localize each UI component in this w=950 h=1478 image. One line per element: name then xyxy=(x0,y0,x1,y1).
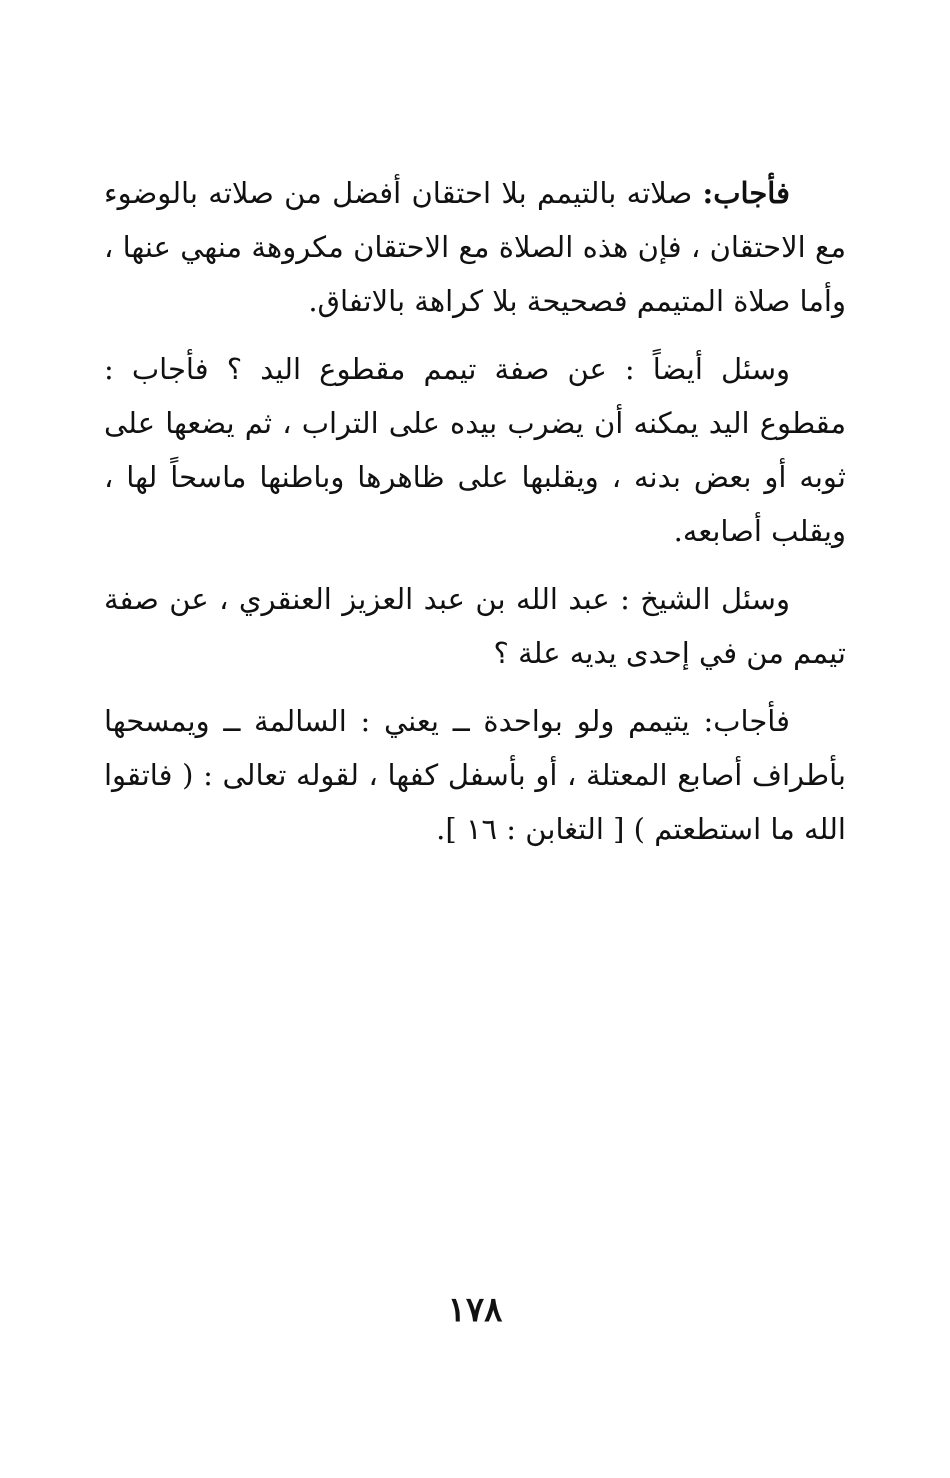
page-number: ١٧٨ xyxy=(447,1290,503,1330)
page-body xyxy=(104,166,846,856)
paragraph-answer-1 xyxy=(104,166,846,328)
paragraph-question-2 xyxy=(104,342,846,558)
paragraph-text: فأجاب: يتيمم ولو بواحدة ــ يعني : السالمة ــ ويمسحها بأطراف أصابع المعتلة ، أو بأسفل كفها ، لقوله تعالى : ( فاتقوا الله ما استطعتم ) [ التغابن : ١٦ ]. xyxy=(104,704,846,846)
answer-lead: فأجاب: xyxy=(702,176,790,210)
paragraph-text: وسئل الشيخ : عبد الله بن عبد العزيز العنقري ، عن صفة تيمم من في إحدى يديه علة ؟ xyxy=(104,582,846,670)
paragraph-text: وسئل أيضاً : عن صفة تيمم مقطوع اليد ؟ فأجاب : مقطوع اليد يمكنه أن يضرب بيده على التراب ، ثم يضعها على ثوبه أو بعض بدنه ، ويقلبها على ظاهرها وباطنها ماسحاً لها ، ويقلب أصابعه. xyxy=(104,352,846,548)
paragraph-text: صلاته بالتيمم بلا احتقان أفضل من صلاته بالوضوء مع الاحتقان ، فإن هذه الصلاة مع الاحتقان مكروهة منهي عنها ، وأما صلاة المتيمم فصحيحة بلا كراهة بالاتفاق. xyxy=(104,176,846,318)
paragraph-answer-4 xyxy=(104,694,846,856)
paragraph-question-3 xyxy=(104,572,846,680)
